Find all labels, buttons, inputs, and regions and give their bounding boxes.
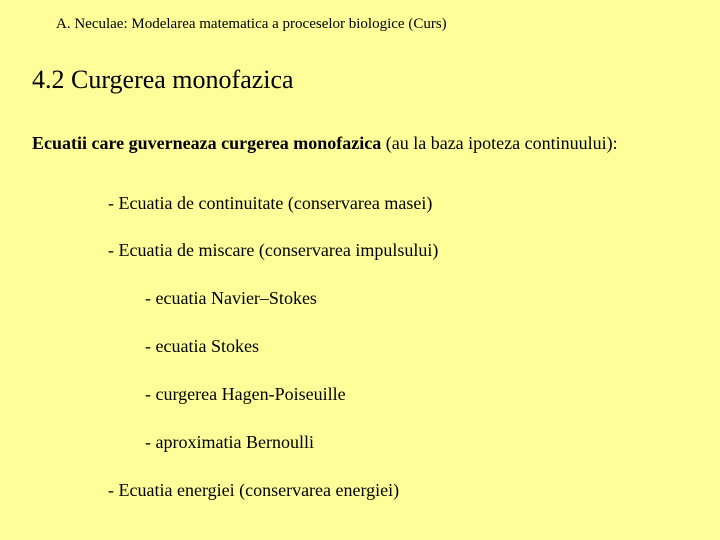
list-item-continuity-equation: - Ecuatia de continuitate (conservarea masei) — [108, 193, 433, 213]
list-item-navier-stokes: - ecuatia Navier–Stokes — [145, 288, 317, 308]
list-item-motion-equation: - Ecuatia de miscare (conservarea impulsului) — [108, 240, 439, 260]
list-item-bernoulli: - aproximatia Bernoulli — [145, 432, 314, 452]
intro-bold-text: Ecuatii care guverneaza curgerea monofazica — [32, 133, 382, 153]
section-title: 4.2 Curgerea monofazica — [32, 65, 294, 94]
list-item-stokes: - ecuatia Stokes — [145, 336, 259, 356]
list-item-energy-equation: - Ecuatia energiei (conservarea energiei) — [108, 480, 400, 500]
intro-rest-text: (au la baza ipoteza continuului): — [381, 133, 618, 153]
intro-line — [32, 133, 618, 154]
course-header: A. Neculae: Modelarea matematica a proceselor biologice (Curs) — [56, 16, 447, 32]
list-item-hagen-poiseuille: - curgerea Hagen-Poiseuille — [145, 384, 346, 404]
